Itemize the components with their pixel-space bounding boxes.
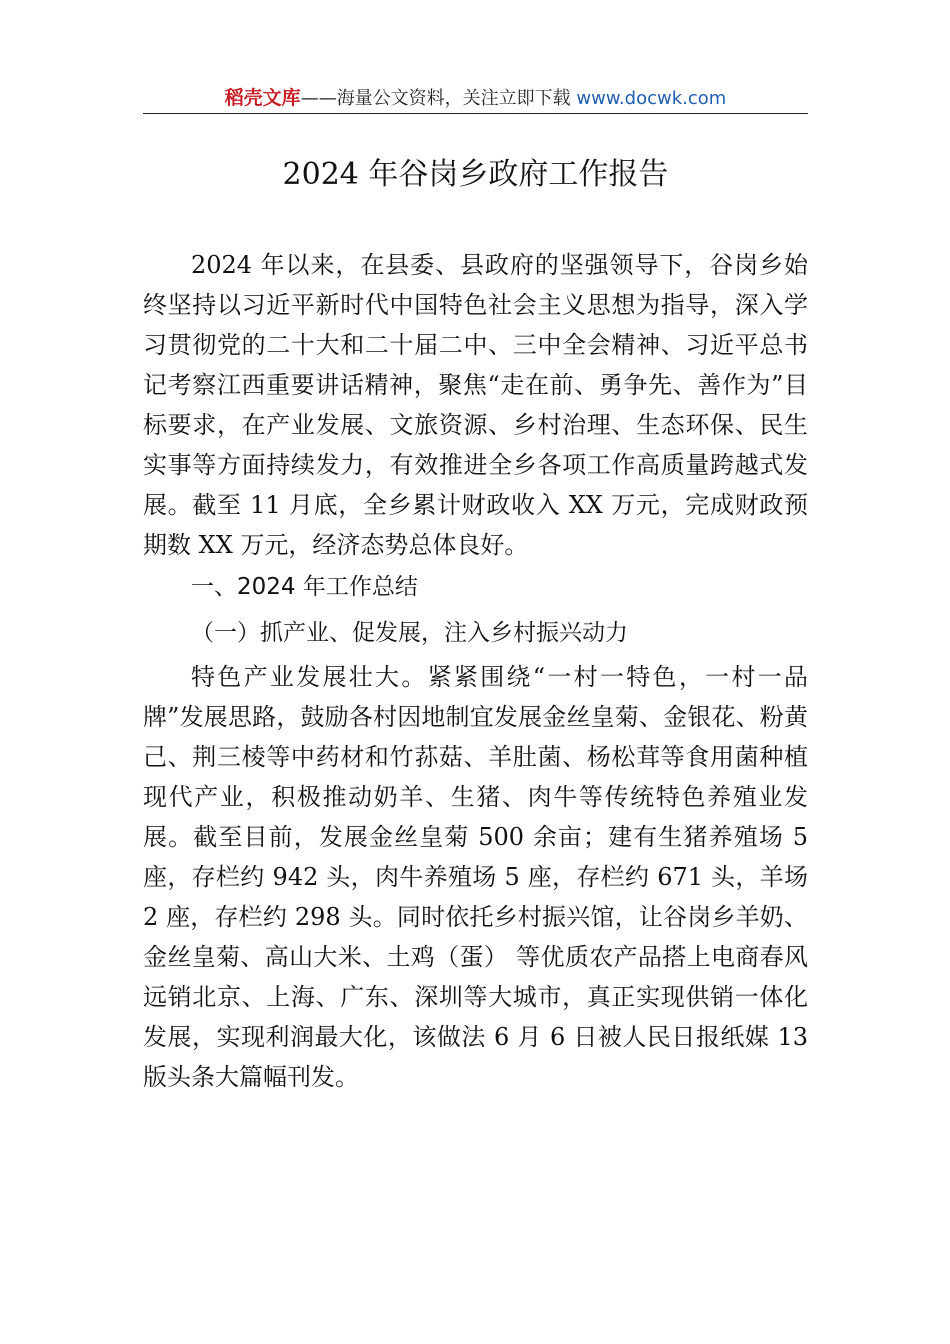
header-divider xyxy=(143,113,808,114)
page-header xyxy=(143,84,808,114)
header-site-link[interactable]: www.docwk.com xyxy=(576,88,727,109)
subsection-heading: （一）抓产业、促发展，注入乡村振兴动力 xyxy=(191,620,628,646)
header-slogan: ——海量公文资料，关注立即下载 xyxy=(300,88,571,109)
intro-paragraph: 2024 年以来，在县委、县政府的坚强领导下，谷岗乡始终坚持以习近平新时代中国特色社会主义思想为指导，深入学习贯彻党的二十大和二十届二中、三中全会精神、习近平总书记考察江西重要讲话精神，聚焦“走在前、勇争先、善作为”目标要求，在产业发展、文旅资源、乡村治理、生态环保、民生实事等方面持续发力，有效推进全乡各项工作高质量跨越式发展。截至 11 月底，全乡累计财政收入 XX 万元，完成财政预期数 XX 万元，经济态势总体良好。 xyxy=(143,251,808,559)
document-title: 2024 年谷岗乡政府工作报告 xyxy=(282,157,669,192)
body-paragraph: 特色产业发展壮大。紧紧围绕“一村一特色，一村一品牌”发展思路，鼓励各村因地制宜发展金丝皇菊、金银花、粉黄己、荆三棱等中药材和竹荪菇、羊肚菌、杨松茸等食用菌种植现代产业，积极推动奶羊、生猪、肉牛等传统特色养殖业发展。截至目前，发展金丝皇菊 500 余亩；建有生猪养殖场 5 座，存栏约 942 头，肉牛养殖场 5 座，存栏约 671 头，羊场 2 座，存栏约 298 头。同时依托乡村振兴馆，让谷岗乡羊奶、金丝皇菊、高山大米、土鸡（蛋） 等优质农产品搭上电商春风远销北京、上海、广东、深圳等大城市，真正实现供销一体化发展，实现利润最大化，该做法 6 月 6 日被人民日报纸媒 13 版头条大篇幅刊发。 xyxy=(143,663,808,1091)
brand-name: 稻壳文库 xyxy=(224,87,301,109)
document-body xyxy=(143,245,808,1097)
section-heading: 一、2024 年工作总结 xyxy=(191,574,418,600)
